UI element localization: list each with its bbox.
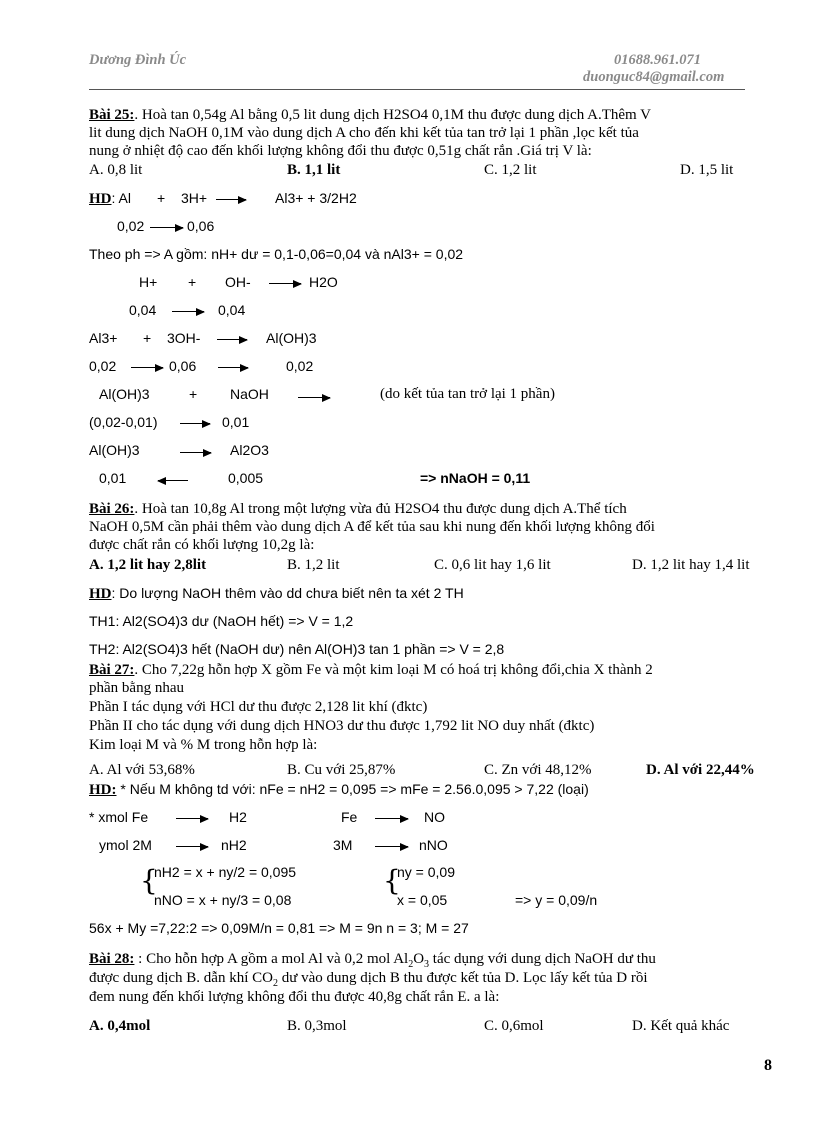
b25-line1: Bài 25:. Hoà tan 0,54g Al bằng 0,5 lit dung dịch H2SO4 0,1M thu được dung dịch A.Thêm V bbox=[89, 107, 652, 123]
b27-opt-d: D. Al với 22,44% bbox=[646, 762, 755, 778]
arrow-right-icon bbox=[298, 397, 330, 398]
mol-value: 0,01 bbox=[99, 470, 127, 486]
b27-ans: => y = 0,09/n bbox=[515, 892, 598, 908]
b26-line3: được chất rắn có khối lượng 10,2g là: bbox=[89, 537, 315, 553]
species: 3H+ bbox=[181, 190, 208, 206]
b27-line3: Phần I tác dụng với HCl dư thu được 2,128 lit khí (đktc) bbox=[89, 699, 428, 715]
arrow-right-icon bbox=[375, 846, 408, 847]
species: H2O bbox=[309, 274, 338, 290]
species: Al(OH)3 bbox=[266, 330, 317, 346]
plus-sign: + bbox=[143, 330, 152, 346]
b28-line1: Bài 28: : Cho hỗn hợp A gồm a mol Al và 0,2 mol $Al_2O_3$ tác dụng với dung dịch NaOH dư thu bbox=[89, 951, 656, 970]
arrow-right-icon bbox=[176, 818, 208, 819]
b27-opt-c: C. Zn với 48,12% bbox=[484, 762, 592, 778]
page-number: 8 bbox=[764, 1057, 772, 1074]
equation: x = 0,05 bbox=[397, 892, 448, 908]
b26-th1: TH1: Al2(SO4)3 dư (NaOH hết) => V = 1,2 bbox=[89, 613, 354, 629]
header-email: duonguc84@gmail.com bbox=[583, 69, 725, 85]
header-author: Dương Đình Úc bbox=[89, 52, 187, 68]
mol-value: 0,06 bbox=[169, 358, 197, 374]
species: Al3+ bbox=[89, 330, 118, 346]
b26-opt-b: B. 1,2 lit bbox=[287, 557, 340, 573]
b26-opt-d: D. 1,2 lit hay 1,4 lit bbox=[632, 557, 750, 573]
b26-line2: NaOH 0,5M cần phải thêm vào dung dịch A để kết tủa sau khi nung đến khối lượng không đổi bbox=[89, 519, 655, 535]
arrow-right-icon bbox=[172, 311, 204, 312]
arrow-right-icon bbox=[180, 423, 210, 424]
b28-line2: được dung dịch B. dẫn khí $CO_2$ dư vào dung dịch B thu được kết tủa D. Lọc lấy kết tủa D rồi bbox=[89, 970, 648, 989]
b27-hd: HD: * Nếu M không td với: nFe = nH2 = 0,095 => mFe = 2.56.0,095 > 7,22 (loại) bbox=[89, 781, 589, 798]
species: H+ bbox=[139, 274, 158, 290]
species: Al2O3 bbox=[230, 442, 269, 458]
b26-hd: HD: Do lượng NaOH thêm vào dd chưa biết nên ta xét 2 TH bbox=[89, 585, 464, 602]
species: NaOH bbox=[230, 386, 269, 402]
mol-value: 0,005 bbox=[228, 470, 264, 486]
b27-line2: phần bằng nhau bbox=[89, 680, 184, 696]
species: Al3+ + 3/2H2 bbox=[275, 190, 357, 206]
b26-line1: Bài 26:. Hoà tan 10,8g Al trong một lượng vừa đủ H2SO4 thu được dung dịch A.Thể tích bbox=[89, 501, 627, 517]
species: Al(OH)3 bbox=[99, 386, 150, 402]
header-rule bbox=[89, 89, 745, 90]
arrow-right-icon bbox=[180, 452, 211, 453]
note: (do kết tủa tan trở lại 1 phần) bbox=[380, 386, 555, 402]
b26-th2: TH2: Al2(SO4)3 hết (NaOH dư) nên Al(OH)3 tan 1 phần => V = 2,8 bbox=[89, 641, 505, 657]
mol-value: 0,02 bbox=[286, 358, 314, 374]
b25-result: => nNaOH = 0,11 bbox=[420, 470, 531, 486]
b27-line5: Kim loại M và % M trong hỗn hợp là: bbox=[89, 737, 318, 753]
equation: nH2 = x + ny/2 = 0,095 bbox=[154, 864, 297, 880]
mol-value: 0,02 bbox=[117, 218, 145, 234]
arrow-right-icon bbox=[217, 339, 247, 340]
b25-line3: nung ở nhiệt độ cao đến khối lượng không đổi thu được 0,51g chất rắn .Giá trị V là: bbox=[89, 143, 592, 159]
mol-value: 0,04 bbox=[129, 302, 157, 318]
species: H2 bbox=[229, 809, 247, 825]
b27-line1: Bài 27:. Cho 7,22g hỗn hợp X gồm Fe và một kim loại M có hoá trị không đổi,chia X thành 2 bbox=[89, 662, 653, 678]
b28-opt-d: D. Kết quả khác bbox=[632, 1018, 730, 1034]
brace-icon: { bbox=[140, 864, 158, 897]
species: Fe bbox=[341, 809, 358, 825]
arrow-left-icon bbox=[158, 480, 188, 481]
b25-theo: Theo ph => A gồm: nH+ dư = 0,1-0,06=0,04 và nAl3+ = 0,02 bbox=[89, 246, 464, 262]
arrow-right-icon bbox=[131, 367, 163, 368]
b25-opt-b: B. 1,1 lit bbox=[287, 162, 341, 178]
b25-opt-d: D. 1,5 lit bbox=[680, 162, 734, 178]
mol-value: (0,02-0,01) bbox=[89, 414, 158, 430]
header-phone: 01688.961.071 bbox=[614, 52, 701, 68]
b27-opt-b: B. Cu với 25,87% bbox=[287, 762, 396, 778]
equation: ny = 0,09 bbox=[397, 864, 455, 880]
species: 3M bbox=[333, 837, 353, 853]
arrow-right-icon bbox=[375, 818, 408, 819]
arrow-right-icon bbox=[269, 283, 301, 284]
b25-line2: lit dung dịch NaOH 0,1M vào dung dịch A cho đến khi kết tủa tan trở lại 1 phần ,lọc kết tủa bbox=[89, 125, 639, 141]
arrow-right-icon bbox=[216, 199, 246, 200]
b27-line4: Phần II cho tác dụng với dung dịch HNO3 dư thu được 1,792 lit NO duy nhất (đktc) bbox=[89, 718, 595, 734]
b28-opt-a: A. 0,4mol bbox=[89, 1018, 151, 1034]
b28-opt-c: C. 0,6mol bbox=[484, 1018, 544, 1034]
b26-opt-c: C. 0,6 lit hay 1,6 lit bbox=[434, 557, 551, 573]
plus-sign: + bbox=[189, 386, 198, 402]
b25-opt-c: C. 1,2 lit bbox=[484, 162, 537, 178]
b28-line3: đem nung đến khối lượng không đổi thu được 40,8g chất rắn E. a là: bbox=[89, 989, 500, 1005]
mol-value: 0,02 bbox=[89, 358, 117, 374]
arrow-right-icon bbox=[150, 227, 183, 228]
species: ymol 2M bbox=[99, 837, 152, 853]
b27-opt-a: A. Al với 53,68% bbox=[89, 762, 195, 778]
brace-icon: { bbox=[383, 864, 401, 897]
mol-value: 0,04 bbox=[218, 302, 246, 318]
mol-value: 0,01 bbox=[222, 414, 250, 430]
b25-hd-line: HD: Al bbox=[89, 190, 131, 207]
arrow-right-icon bbox=[176, 846, 208, 847]
species: * xmol Fe bbox=[89, 809, 149, 825]
plus-sign: + bbox=[157, 190, 166, 206]
species: Al(OH)3 bbox=[89, 442, 140, 458]
b28-opt-b: B. 0,3mol bbox=[287, 1018, 347, 1034]
species: 3OH- bbox=[167, 330, 201, 346]
species: OH- bbox=[225, 274, 251, 290]
b25-opt-a: A. 0,8 lit bbox=[89, 162, 143, 178]
species: NO bbox=[424, 809, 445, 825]
plus-sign: + bbox=[188, 274, 197, 290]
species: nNO bbox=[419, 837, 448, 853]
b27-final: 56x + My =7,22:2 => 0,09M/n = 0,81 => M = 9n n = 3; M = 27 bbox=[89, 920, 469, 936]
equation: nNO = x + ny/3 = 0,08 bbox=[154, 892, 292, 908]
mol-value: 0,06 bbox=[187, 218, 215, 234]
arrow-right-icon bbox=[218, 367, 248, 368]
species: nH2 bbox=[221, 837, 247, 853]
b26-opt-a: A. 1,2 lit hay 2,8lit bbox=[89, 557, 207, 573]
